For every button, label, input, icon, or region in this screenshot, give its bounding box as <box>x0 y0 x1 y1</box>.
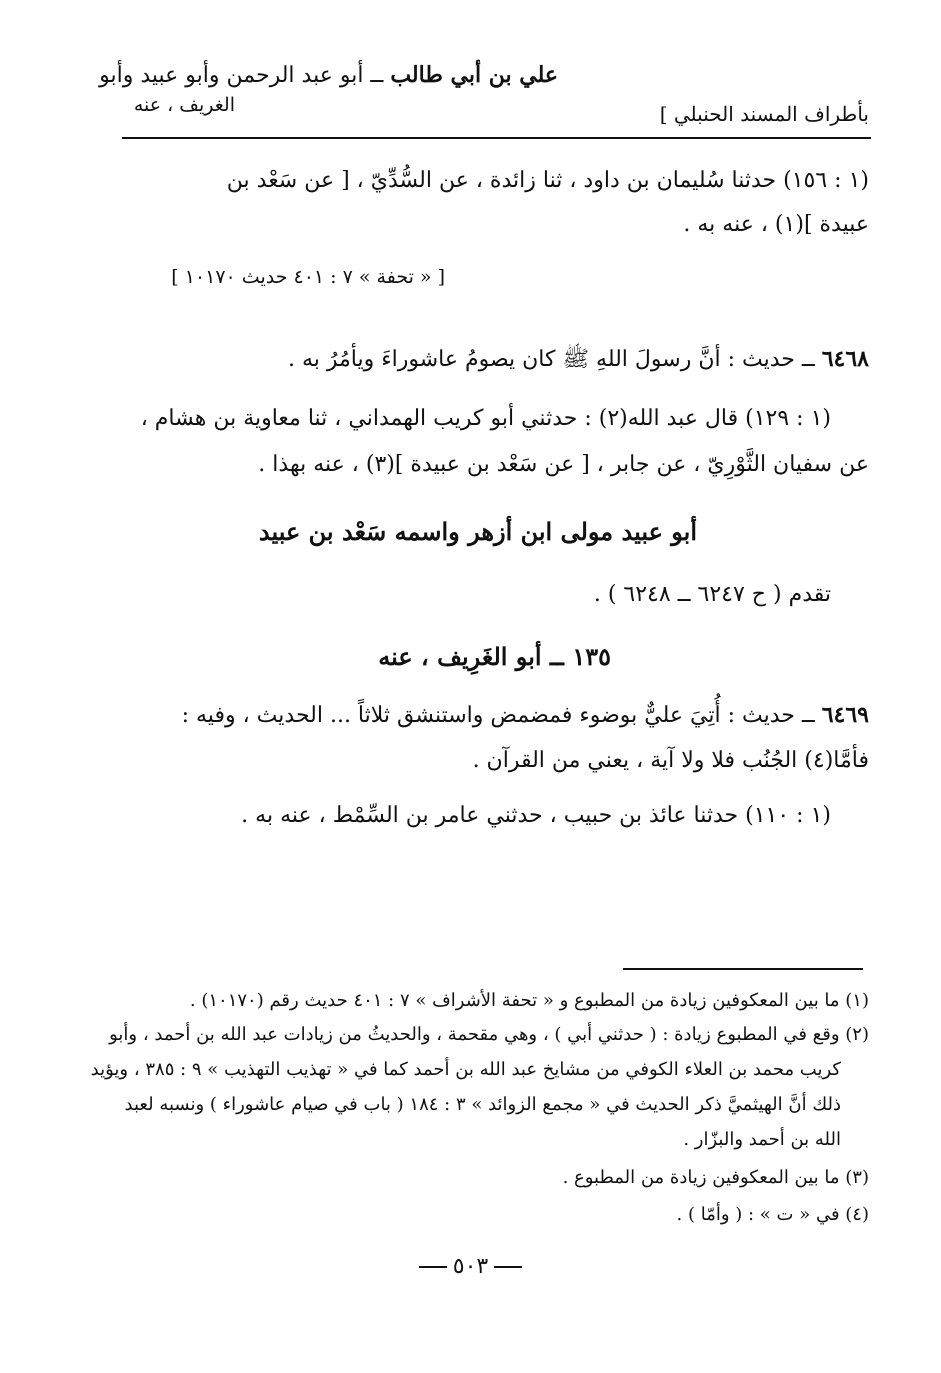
footnote-3: (٣) ما بين المعكوفين زيادة من المطبوع . <box>562 1167 869 1188</box>
hadith-number: ٦٤٦٩ <box>821 702 869 728</box>
hadith-number: ٦٤٦٨ <box>821 346 869 372</box>
tuhfa-reference: [ « تحفة » ٧ : ٤٠١ حديث ١٠١٧٠ ] <box>171 266 445 288</box>
hadith-6469 <box>182 702 869 728</box>
isnad-line-2: عبيدة ](١) ، عنه به . <box>683 212 869 237</box>
page-number <box>0 1254 941 1279</box>
footnote-1: (١) ما بين المعكوفين زيادة من المطبوع و « تحفة الأشراف » ٧ : ٤٠١ حديث رقم (١٠١٧٠) . <box>189 990 869 1011</box>
isnad-line-4: عن سفيان الثَّوْرِيّ ، عن جابر ، [ عن سَعْد بن عبيدة ](٣) ، عنه بهذا . <box>258 452 869 477</box>
footnote-2-line-4: الله بن أحمد والبزّار . <box>683 1129 841 1150</box>
running-title <box>99 62 558 88</box>
isnad-line-3: (١ : ١٢٩) قال عبد الله(٢) : حدثني أبو كريب الهمداني ، ثنا معاوية بن هشام ، <box>140 406 831 431</box>
footnote-2-line-2: كريب محمد بن العلاء الكوفي من مشايخ عبد الله بن أحمد كما في « تهذيب التهذيب » ٩ : ٣٨٥ ، ويؤيد <box>90 1059 841 1080</box>
section-heading-135: ١٣٥ ــ أبو الغَرِيف ، عنه <box>378 642 611 671</box>
hadith-text: ــ حديث : أُتِيَ عليٌّ بوضوء فمضمض واستنشق ثلاثاً ... الحديث ، وفيه : <box>181 703 822 728</box>
isnad-line-7: (١ : ١١٠) حدثنا عائذ بن حبيب ، حدثني عامر بن السِّمْط ، عنه به . <box>241 803 831 828</box>
section-heading-abu-ubayd: أبو عبيد مولى ابن أزهر واسمه سَعْد بن عبيد <box>258 517 697 546</box>
folio-dash-left <box>419 1266 447 1268</box>
hadith-6469-line-2: فأمَّا(٤) الجُنُب فلا ولا آية ، يعني من القرآن . <box>472 748 869 773</box>
isnad-line-1: (١ : ١٥٦) حدثنا سُليمان بن داود ، ثنا زائدة ، عن السُّدِّيّ ، [ عن سَعْد بن <box>226 168 869 193</box>
running-book-title: بأطراف المسند الحنبلي ] <box>659 102 869 126</box>
cross-reference-line: تقدم ( ح ٦٢٤٧ ــ ٦٢٤٨ ) . <box>593 582 831 607</box>
hadith-6468 <box>288 345 869 377</box>
header-rule <box>122 137 871 139</box>
footnote-2-line-1: (٢) وقع في المطبوع زيادة : ( حدثني أبي ) ، وهي مقحمة ، والحديثُ من زيادات عبد الله بن أحمد ، وأبو <box>109 1024 869 1045</box>
folio-dash-right <box>494 1266 522 1268</box>
footnote-rule <box>623 968 863 970</box>
running-title-line2: الغريف ، عنه <box>133 94 235 116</box>
running-title-rest: ــ أبو عبد الرحمن وأبو عبيد وأبو <box>99 63 391 88</box>
running-title-name: علي بن أبي طالب <box>390 62 558 88</box>
hadith-text: ــ حديث : أنَّ رسولَ اللهِ ﷺ كان يصومُ عاشوراءَ ويأمُرُ به . <box>287 347 822 372</box>
footnote-4: (٤) في « ت » : ( وأمّا ) . <box>676 1204 869 1225</box>
page-number-value: ٥٠٣ <box>452 1254 489 1279</box>
footnote-2-line-3: ذلك أنَّ الهيثميَّ ذكر الحديث في « مجمع الزوائد » ٣ : ١٨٤ ( باب في صيام عاشوراء ) ونسبه لعبد <box>124 1094 841 1115</box>
